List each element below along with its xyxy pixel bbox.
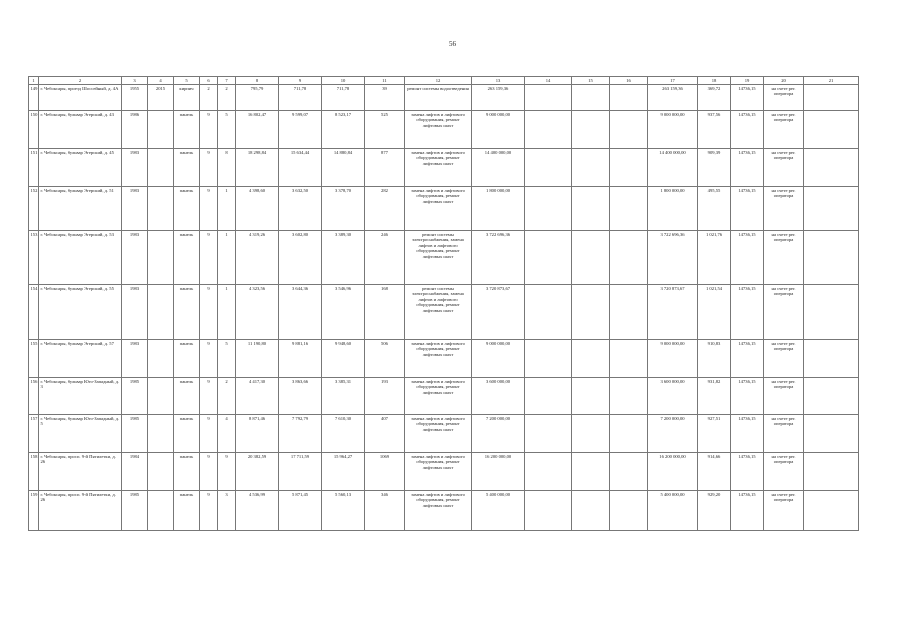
empty-cell: [572, 285, 610, 340]
owners-cost-cell: 5 400 000,00: [648, 491, 698, 531]
limit-cost-cell: 14736,15: [731, 231, 764, 285]
total-cost-cell: 3 600 000,00: [472, 378, 525, 415]
residents-cell: 346: [365, 491, 405, 531]
empty-cell: [610, 111, 648, 149]
wall-material-cell: панель: [174, 453, 200, 491]
year-built-cell: 1955: [122, 85, 148, 111]
address-cell: г. Чебоксары, бульвар Эгерский, д. 57: [39, 340, 122, 378]
entrances-cell: 5: [218, 111, 236, 149]
residents-cell: 877: [365, 149, 405, 187]
fund-method-cell: на счете рег. оператора: [764, 453, 804, 491]
year-built-cell: 1984: [122, 453, 148, 491]
empty-cell: [610, 453, 648, 491]
cost-per-m2-cell: 1 021,76: [698, 231, 731, 285]
work-type-cell: ремонт системы электроснабжения, замена лифтов и лифтового оборудования, ремонт лифтовых шахт: [405, 285, 472, 340]
private-area-cell: 8 523,17: [322, 111, 365, 149]
living-area-cell: 17 711,59: [279, 453, 322, 491]
capital-repair-table: [28, 76, 859, 531]
owners-cost-cell: 9 000 000,00: [648, 111, 698, 149]
fund-method-cell: на счете рег. оператора: [764, 149, 804, 187]
work-type-cell: замена лифтов и лифтового оборудования, ремонт лифтовых шахт: [405, 415, 472, 453]
empty-cell: [572, 453, 610, 491]
total-area-cell: 11 190,80: [236, 340, 279, 378]
fund-method-cell: на счете рег. оператора: [764, 340, 804, 378]
private-area-cell: 3 378,70: [322, 187, 365, 231]
year-built-cell: 1985: [122, 415, 148, 453]
cost-per-m2-cell: 369,72: [698, 85, 731, 111]
entrances-cell: 9: [218, 453, 236, 491]
empty-cell: [610, 187, 648, 231]
total-cost-cell: 7 200 000,00: [472, 415, 525, 453]
empty-cell: [572, 340, 610, 378]
owners-cost-cell: 1 800 000,00: [648, 187, 698, 231]
living-area-cell: 3 602,80: [279, 231, 322, 285]
total-cost-cell: 16 200 000,00: [472, 453, 525, 491]
empty-cell: [525, 378, 572, 415]
total-cost-cell: 263 159,36: [472, 85, 525, 111]
column-number: 1: [29, 77, 39, 85]
empty-cell: [610, 378, 648, 415]
wall-material-cell: панель: [174, 111, 200, 149]
limit-cost-cell: 14736,15: [731, 285, 764, 340]
total-cost-cell: 5 400 000,00: [472, 491, 525, 531]
residents-cell: 168: [365, 285, 405, 340]
empty-cell: [610, 149, 648, 187]
wall-material-cell: панель: [174, 378, 200, 415]
wall-material-cell: панель: [174, 415, 200, 453]
empty-cell: [804, 231, 859, 285]
living-area-cell: 711,78: [279, 85, 322, 111]
empty-cell: [804, 85, 859, 111]
total-cost-cell: 1 800 000,00: [472, 187, 525, 231]
row-number: 153: [29, 231, 39, 285]
limit-cost-cell: 14736,15: [731, 149, 764, 187]
total-area-cell: 4 323,56: [236, 285, 279, 340]
empty-cell: [610, 231, 648, 285]
table-row: [29, 491, 859, 531]
work-type-cell: ремонт системы водоотведения: [405, 85, 472, 111]
owners-cost-cell: 7 200 000,00: [648, 415, 698, 453]
table-row: [29, 187, 859, 231]
table-row: [29, 149, 859, 187]
limit-cost-cell: 14736,15: [731, 340, 764, 378]
floors-cell: 9: [200, 111, 218, 149]
work-type-cell: ремонт системы электроснабжения, замена лифтов и лифтового оборудования, ремонт лифтовых шахт: [405, 231, 472, 285]
address-cell: г. Чебоксары, просп. 9-й Пятилетки, д. 26: [39, 491, 122, 531]
cost-per-m2-cell: 909,39: [698, 149, 731, 187]
page-number: 56: [449, 40, 456, 48]
limit-cost-cell: 14736,15: [731, 491, 764, 531]
year-overhaul-cell: [148, 340, 174, 378]
column-number: 6: [200, 77, 218, 85]
empty-cell: [525, 85, 572, 111]
table-row: [29, 85, 859, 111]
empty-cell: [572, 378, 610, 415]
private-area-cell: 15 964,27: [322, 453, 365, 491]
year-overhaul-cell: 2015: [148, 85, 174, 111]
owners-cost-cell: 3 722 696,36: [648, 231, 698, 285]
total-area-cell: 18 298,84: [236, 149, 279, 187]
residents-cell: 193: [365, 378, 405, 415]
empty-cell: [572, 85, 610, 111]
private-area-cell: 9 948,60: [322, 340, 365, 378]
entrances-cell: 2: [218, 378, 236, 415]
year-built-cell: 1983: [122, 285, 148, 340]
row-number: 156: [29, 378, 39, 415]
row-number: 159: [29, 491, 39, 531]
column-number: 18: [698, 77, 731, 85]
total-cost-cell: 9 000 000,00: [472, 111, 525, 149]
row-number: 149: [29, 85, 39, 111]
year-built-cell: 1983: [122, 231, 148, 285]
living-area-cell: 7 792,79: [279, 415, 322, 453]
empty-cell: [804, 453, 859, 491]
floors-cell: 9: [200, 453, 218, 491]
wall-material-cell: панель: [174, 187, 200, 231]
column-number: 14: [525, 77, 572, 85]
private-area-cell: 14 880,84: [322, 149, 365, 187]
row-number: 151: [29, 149, 39, 187]
year-overhaul-cell: [148, 111, 174, 149]
empty-cell: [572, 491, 610, 531]
residents-cell: 407: [365, 415, 405, 453]
living-area-cell: 3 644,36: [279, 285, 322, 340]
work-type-cell: замена лифтов и лифтового оборудования, ремонт лифтовых шахт: [405, 187, 472, 231]
fund-method-cell: на счете рег. оператора: [764, 415, 804, 453]
address-cell: г. Чебоксары, бульвар Юго-Западный, д. 5: [39, 415, 122, 453]
residents-cell: 282: [365, 187, 405, 231]
entrances-cell: 3: [218, 491, 236, 531]
private-area-cell: 7 610,30: [322, 415, 365, 453]
empty-cell: [804, 149, 859, 187]
total-cost-cell: 9 000 000,00: [472, 340, 525, 378]
column-number: 20: [764, 77, 804, 85]
fund-method-cell: на счете рег. оператора: [764, 491, 804, 531]
total-area-cell: 795,79: [236, 85, 279, 111]
row-number: 155: [29, 340, 39, 378]
limit-cost-cell: 14736,15: [731, 415, 764, 453]
entrances-cell: 4: [218, 415, 236, 453]
year-overhaul-cell: [148, 415, 174, 453]
limit-cost-cell: 14736,15: [731, 453, 764, 491]
cost-per-m2-cell: 937,56: [698, 111, 731, 149]
address-cell: г. Чебоксары, бульвар Эгерский, д. 43: [39, 111, 122, 149]
empty-cell: [804, 187, 859, 231]
empty-cell: [572, 149, 610, 187]
year-overhaul-cell: [148, 149, 174, 187]
empty-cell: [804, 111, 859, 149]
year-overhaul-cell: [148, 187, 174, 231]
residents-cell: 525: [365, 111, 405, 149]
limit-cost-cell: 14736,15: [731, 378, 764, 415]
owners-cost-cell: 3 600 000,00: [648, 378, 698, 415]
owners-cost-cell: 3 720 873,67: [648, 285, 698, 340]
empty-cell: [804, 378, 859, 415]
column-number: 5: [174, 77, 200, 85]
empty-cell: [525, 111, 572, 149]
fund-method-cell: на счете рег. оператора: [764, 231, 804, 285]
wall-material-cell: кирпич: [174, 85, 200, 111]
residents-cell: 246: [365, 231, 405, 285]
entrances-cell: 1: [218, 187, 236, 231]
empty-cell: [610, 85, 648, 111]
living-area-cell: 9 599,07: [279, 111, 322, 149]
address-cell: г. Чебоксары, бульвар Эгерский, д. 51: [39, 187, 122, 231]
owners-cost-cell: 14 400 000,00: [648, 149, 698, 187]
work-type-cell: замена лифтов и лифтового оборудования, ремонт лифтовых шахт: [405, 149, 472, 187]
column-number: 3: [122, 77, 148, 85]
column-number: 10: [322, 77, 365, 85]
column-number: 2: [39, 77, 122, 85]
empty-cell: [804, 285, 859, 340]
year-overhaul-cell: [148, 453, 174, 491]
work-type-cell: замена лифтов и лифтового оборудования, ремонт лифтовых шахт: [405, 340, 472, 378]
column-number: 7: [218, 77, 236, 85]
column-number-row: [29, 77, 859, 85]
work-type-cell: замена лифтов и лифтового оборудования, ремонт лифтовых шахт: [405, 111, 472, 149]
column-number: 4: [148, 77, 174, 85]
work-type-cell: замена лифтов и лифтового оборудования, ремонт лифтовых шахт: [405, 378, 472, 415]
living-area-cell: 5 871,45: [279, 491, 322, 531]
wall-material-cell: панель: [174, 231, 200, 285]
limit-cost-cell: 14736,15: [731, 111, 764, 149]
owners-cost-cell: 16 200 000,00: [648, 453, 698, 491]
residents-cell: 506: [365, 340, 405, 378]
empty-cell: [525, 285, 572, 340]
living-area-cell: 15 634,44: [279, 149, 322, 187]
address-cell: г. Чебоксары, просп. 9-й Пятилетки, д. 26: [39, 453, 122, 491]
cost-per-m2-cell: 910,83: [698, 340, 731, 378]
year-built-cell: 1986: [122, 111, 148, 149]
limit-cost-cell: 14736,15: [731, 187, 764, 231]
total-area-cell: 16 802,47: [236, 111, 279, 149]
column-number: 8: [236, 77, 279, 85]
empty-cell: [610, 340, 648, 378]
year-built-cell: 1983: [122, 340, 148, 378]
limit-cost-cell: 14736,15: [731, 85, 764, 111]
column-number: 13: [472, 77, 525, 85]
floors-cell: 9: [200, 491, 218, 531]
floors-cell: 9: [200, 187, 218, 231]
table-row: [29, 340, 859, 378]
total-area-cell: 4 536,99: [236, 491, 279, 531]
floors-cell: 2: [200, 85, 218, 111]
row-number: 158: [29, 453, 39, 491]
private-area-cell: 5 560,13: [322, 491, 365, 531]
living-area-cell: 3 632,50: [279, 187, 322, 231]
empty-cell: [572, 111, 610, 149]
address-cell: г. Чебоксары, бульвар Эгерский, д. 45: [39, 149, 122, 187]
table-row: [29, 285, 859, 340]
wall-material-cell: панель: [174, 285, 200, 340]
entrances-cell: 2: [218, 85, 236, 111]
empty-cell: [610, 285, 648, 340]
total-area-cell: 8 871,46: [236, 415, 279, 453]
column-number: 19: [731, 77, 764, 85]
address-cell: г. Чебоксары, бульвар Эгерский, д. 53: [39, 231, 122, 285]
column-number: 11: [365, 77, 405, 85]
table-row: [29, 111, 859, 149]
table-row: [29, 415, 859, 453]
column-number: 12: [405, 77, 472, 85]
empty-cell: [525, 340, 572, 378]
total-area-cell: 4 398,60: [236, 187, 279, 231]
cost-per-m2-cell: 495,55: [698, 187, 731, 231]
year-overhaul-cell: [148, 491, 174, 531]
column-number: 21: [804, 77, 859, 85]
fund-method-cell: на счете рег. оператора: [764, 378, 804, 415]
cost-per-m2-cell: 929,20: [698, 491, 731, 531]
empty-cell: [804, 340, 859, 378]
cost-per-m2-cell: 927,51: [698, 415, 731, 453]
living-area-cell: 9 881,16: [279, 340, 322, 378]
total-area-cell: 4 319,26: [236, 231, 279, 285]
column-number: 9: [279, 77, 322, 85]
empty-cell: [804, 491, 859, 531]
owners-cost-cell: 263 159,36: [648, 85, 698, 111]
row-number: 154: [29, 285, 39, 340]
entrances-cell: 1: [218, 285, 236, 340]
empty-cell: [525, 415, 572, 453]
fund-method-cell: на счете рег. оператора: [764, 85, 804, 111]
empty-cell: [572, 231, 610, 285]
entrances-cell: 5: [218, 340, 236, 378]
private-area-cell: 3 546,96: [322, 285, 365, 340]
empty-cell: [572, 415, 610, 453]
owners-cost-cell: 9 000 000,00: [648, 340, 698, 378]
floors-cell: 9: [200, 285, 218, 340]
cost-per-m2-cell: 931,82: [698, 378, 731, 415]
wall-material-cell: панель: [174, 491, 200, 531]
total-cost-cell: 3 720 873,67: [472, 285, 525, 340]
address-cell: г. Чебоксары, бульвар Юго-Западный, д. 3: [39, 378, 122, 415]
cost-per-m2-cell: 914,66: [698, 453, 731, 491]
total-cost-cell: 14 400 000,00: [472, 149, 525, 187]
wall-material-cell: панель: [174, 340, 200, 378]
work-type-cell: замена лифтов и лифтового оборудования, ремонт лифтовых шахт: [405, 453, 472, 491]
year-overhaul-cell: [148, 231, 174, 285]
total-area-cell: 4 417,30: [236, 378, 279, 415]
year-built-cell: 1985: [122, 378, 148, 415]
year-built-cell: 1983: [122, 187, 148, 231]
fund-method-cell: на счете рег. оператора: [764, 111, 804, 149]
column-number: 17: [648, 77, 698, 85]
column-number: 16: [610, 77, 648, 85]
table-row: [29, 231, 859, 285]
floors-cell: 9: [200, 231, 218, 285]
empty-cell: [525, 453, 572, 491]
residents-cell: 39: [365, 85, 405, 111]
year-overhaul-cell: [148, 378, 174, 415]
year-built-cell: 1983: [122, 149, 148, 187]
year-overhaul-cell: [148, 285, 174, 340]
private-area-cell: 711,78: [322, 85, 365, 111]
table-row: [29, 378, 859, 415]
fund-method-cell: на счете рег. оператора: [764, 187, 804, 231]
floors-cell: 9: [200, 149, 218, 187]
table-row: [29, 453, 859, 491]
floors-cell: 9: [200, 378, 218, 415]
work-type-cell: замена лифтов и лифтового оборудования, ремонт лифтовых шахт: [405, 491, 472, 531]
wall-material-cell: панель: [174, 149, 200, 187]
cost-per-m2-cell: 1 021,54: [698, 285, 731, 340]
residents-cell: 1069: [365, 453, 405, 491]
empty-cell: [525, 491, 572, 531]
address-cell: г. Чебоксары, проезд Шоссейный, д. 4А: [39, 85, 122, 111]
row-number: 152: [29, 187, 39, 231]
total-area-cell: 20 382,59: [236, 453, 279, 491]
entrances-cell: 1: [218, 231, 236, 285]
private-area-cell: 3 385,31: [322, 378, 365, 415]
address-cell: г. Чебоксары, бульвар Эгерский, д. 55: [39, 285, 122, 340]
empty-cell: [610, 415, 648, 453]
floors-cell: 9: [200, 340, 218, 378]
fund-method-cell: на счете рег. оператора: [764, 285, 804, 340]
row-number: 150: [29, 111, 39, 149]
empty-cell: [804, 415, 859, 453]
empty-cell: [525, 187, 572, 231]
empty-cell: [525, 231, 572, 285]
empty-cell: [610, 491, 648, 531]
row-number: 157: [29, 415, 39, 453]
empty-cell: [572, 187, 610, 231]
floors-cell: 9: [200, 415, 218, 453]
entrances-cell: 8: [218, 149, 236, 187]
empty-cell: [525, 149, 572, 187]
column-number: 15: [572, 77, 610, 85]
living-area-cell: 3 863,66: [279, 378, 322, 415]
private-area-cell: 3 389,30: [322, 231, 365, 285]
total-cost-cell: 3 722 696,36: [472, 231, 525, 285]
year-built-cell: 1985: [122, 491, 148, 531]
